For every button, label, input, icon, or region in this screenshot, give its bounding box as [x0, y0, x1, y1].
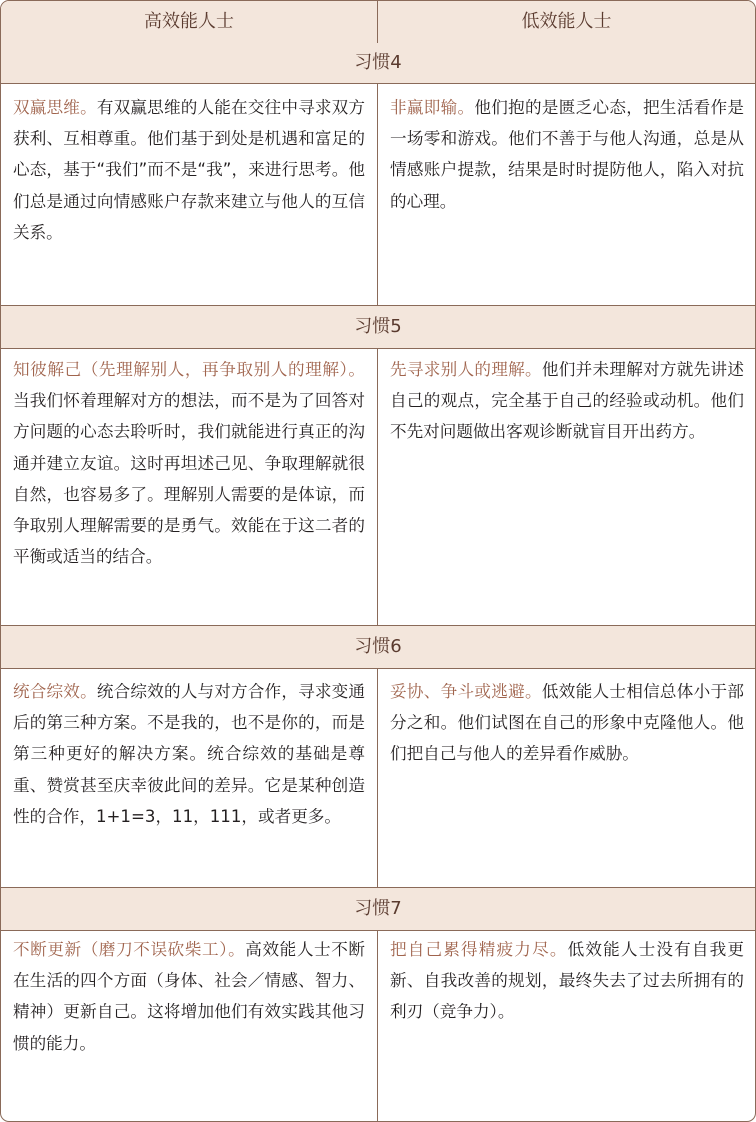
column-header-ineffective: 低效能人士 — [521, 11, 612, 32]
ineffective-lead-habit4: 非赢即输。 — [390, 98, 475, 117]
ineffective-lead-habit5: 先寻求别人的理解。 — [390, 360, 542, 379]
effective-lead-habit5: 知彼解己（先理解别人，再争取别人的理解）。 — [13, 360, 365, 379]
ineffective-body-habit7: 低效能人士没有自我更新、自我改善的规划，最终失去了过去所拥有的利刃（竞争力）。 — [390, 940, 745, 1022]
effective-body-habit7: 高效能人士不断在生活的四个方面（身体、社会／情感、智力、精神）更新自己。这将增加他们有效实践其他习惯的能力。 — [13, 940, 366, 1053]
habit-band-7: 习惯7 — [1, 887, 755, 931]
effective-cell-habit5 — [13, 354, 365, 572]
column-header-effective: 高效能人士 — [144, 11, 234, 32]
habit-band-6: 习惯6 — [1, 625, 755, 669]
effective-cell-habit4 — [13, 92, 365, 248]
effective-body-habit6: 统合综效的人与对方合作，寻求变通后的第三种方案。不是我的，也不是你的，而是第三种更好的解决方案。统合综效的基础是尊重、赞赏甚至庆幸彼此间的差异。它是某种创造性的合作，1+1=3，11，111，或者更多。 — [13, 682, 366, 826]
column-divider — [377, 84, 378, 305]
column-divider — [377, 1, 378, 43]
effective-cell-habit7 — [13, 934, 365, 1059]
effective-lead-habit4: 双赢思维。 — [13, 98, 97, 117]
ineffective-cell-habit4 — [390, 92, 744, 217]
ineffective-cell-habit7 — [390, 934, 744, 1028]
ineffective-cell-habit5 — [390, 354, 744, 448]
effective-body-habit4: 有双赢思维的人能在交往中寻求双方获利、互相尊重。他们基于到处是机遇和富足的心态，基于“我们”而不是“我”，来进行思考。他们总是通过向情感账户存款来建立与他人的互信关系。 — [13, 98, 366, 242]
column-divider — [377, 931, 378, 1121]
effective-lead-habit7: 不断更新（磨刀不误砍柴工）。 — [13, 940, 246, 959]
effective-cell-habit6 — [13, 676, 365, 832]
column-divider — [377, 669, 378, 887]
ineffective-body-habit4: 他们抱的是匮乏心态，把生活看作是一场零和游戏。他们不善于与他人沟通，总是从情感账户提款，结果是时时提防他人，陷入对抗的心理。 — [390, 98, 745, 211]
habit-band-4: 习惯4 — [1, 43, 755, 84]
effective-lead-habit6: 统合综效。 — [13, 682, 97, 701]
column-divider — [377, 349, 378, 625]
ineffective-body-habit5: 他们并未理解对方就先讲述自己的观点，完全基于自己的经验或动机。他们不先对问题做出客观诊断就盲目开出药方。 — [390, 360, 745, 442]
ineffective-cell-habit6 — [390, 676, 744, 770]
effective-body-habit5: 当我们怀着理解对方的想法，而不是为了回答对方问题的心态去聆听时，我们就能进行真正的沟通并建立友谊。这时再坦述己见、争取理解就很自然，也容易多了。理解别人需要的是体谅，而争取别人理解需要的是勇气。效能在于这二者的平衡或适当的结合。 — [13, 391, 365, 567]
ineffective-lead-habit6: 妥协、争斗或逃避。 — [390, 682, 542, 701]
habit-band-5: 习惯5 — [1, 305, 755, 349]
ineffective-body-habit6: 低效能人士相信总体小于部分之和。他们试图在自己的形象中克隆他人。他们把自己与他人的差异看作威胁。 — [390, 682, 745, 764]
ineffective-lead-habit7: 把自己累得精疲力尽。 — [390, 940, 568, 959]
table-header-row — [1, 1, 755, 44]
